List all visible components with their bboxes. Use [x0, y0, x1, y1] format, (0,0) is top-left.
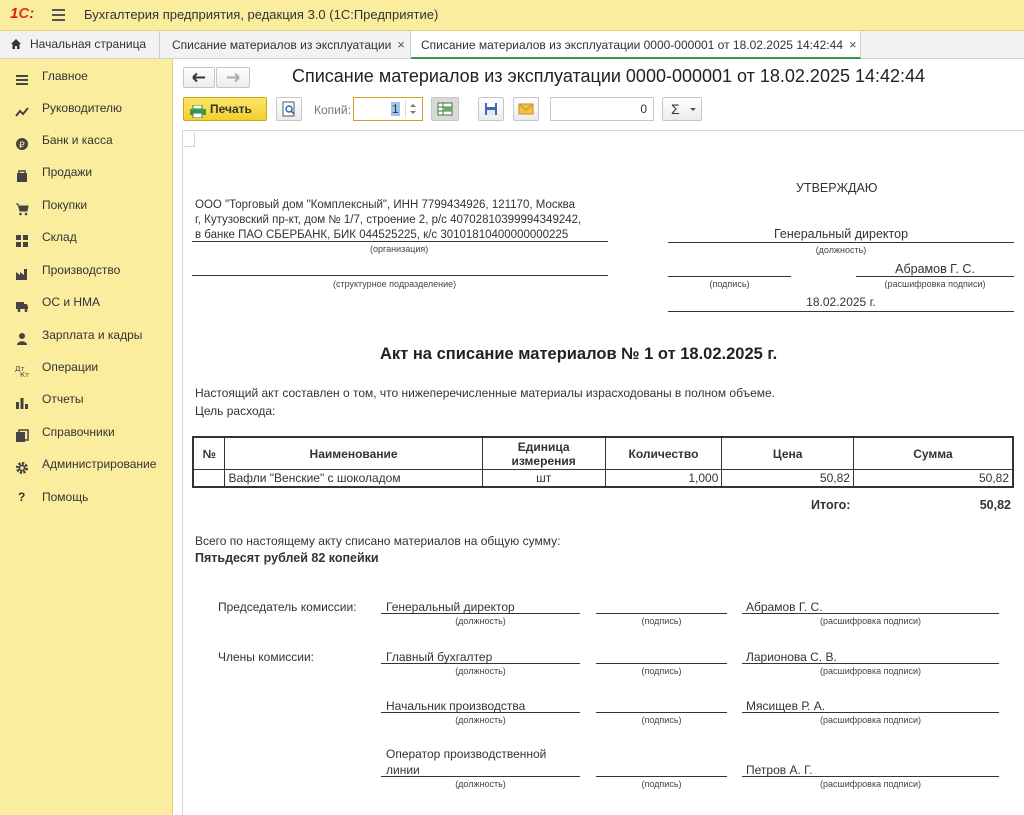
- save-button[interactable]: [478, 97, 504, 121]
- sign-caption: (подпись): [709, 279, 750, 289]
- debit-credit-icon: [15, 360, 29, 378]
- approve-name-underline: [856, 276, 1014, 277]
- chevron-down-icon: [689, 107, 697, 113]
- position-underline: [381, 776, 580, 777]
- approve-name: Абрамов Г. С.: [895, 262, 975, 276]
- commission-position: Оператор производственной: [386, 747, 547, 761]
- act-title: Акт на списание материалов № 1 от 18.02.2025 г.: [380, 345, 778, 363]
- menu-lines-icon: [15, 69, 29, 83]
- col-header-unit: Единица измерения: [482, 437, 605, 470]
- page-title: Списание материалов из эксплуатации 0000-000001 от 18.02.2025 14:42:44: [292, 66, 926, 86]
- commission-name: Мясищев Р. А.: [746, 699, 826, 713]
- gear-icon: [15, 457, 29, 471]
- table-row[interactable]: [193, 470, 1013, 488]
- cell-number: [193, 470, 225, 488]
- cell-sum: 50,82: [853, 470, 1013, 488]
- tab-writeoff-list[interactable]: [160, 31, 411, 58]
- tab-writeoff-doc-label: Списание материалов из эксплуатации 0000-000001 от 18.02.2025 14:42:44: [421, 38, 844, 52]
- tab-home[interactable]: [0, 31, 160, 58]
- sigma-icon: Σ: [671, 101, 680, 117]
- books-icon: [15, 425, 29, 439]
- sign-underline: [596, 776, 727, 777]
- sign-underline: [596, 613, 727, 614]
- decode-caption: (расшифровка подписи): [884, 279, 986, 289]
- name-underline: [742, 776, 999, 777]
- org-line: ООО "Торговый дом "Комплексный", ИНН 7799434926, 121170, Москва: [195, 199, 575, 211]
- sidebar-item-help[interactable]: ? Помощь: [0, 483, 172, 511]
- materials-table: [192, 436, 1014, 488]
- sidebar-item-admin[interactable]: Администрирование: [0, 450, 172, 478]
- sign-caption: (подпись): [641, 666, 682, 676]
- position-underline: [381, 663, 580, 664]
- sidebar-item-operations[interactable]: Дт Кт Операции: [15, 360, 99, 378]
- copies-input[interactable]: [353, 97, 423, 121]
- org-line: в банке ПАО СБЕРБАНК, БИК 044525225, к/с 30101810400000000225: [195, 229, 569, 241]
- approve-date: 18.02.2025 г.: [806, 295, 876, 309]
- copies-label: Копий:: [314, 103, 351, 117]
- col-header-sum: Сумма: [853, 437, 1013, 470]
- close-icon[interactable]: ×: [849, 37, 857, 52]
- org-line: г, Кутузовский пр-кт, дом № 1/7, строение 2, р/с 40702810399994349242,: [195, 214, 582, 226]
- sidebar-item-directories[interactable]: Справочники: [0, 418, 172, 446]
- position-caption: (должность): [455, 666, 506, 676]
- print-button[interactable]: [183, 97, 267, 121]
- total-label: Итого:: [811, 498, 851, 512]
- summary-text: Всего по настоящему акту списано материалов на общую сумму:: [195, 534, 561, 548]
- home-icon: [10, 38, 22, 50]
- name-underline: [742, 613, 999, 614]
- back-button[interactable]: [183, 67, 215, 88]
- sheet-button[interactable]: [431, 97, 459, 121]
- sidebar-item-main[interactable]: Главное: [0, 62, 172, 90]
- magnifier-icon: [277, 98, 301, 120]
- factory-icon: [15, 263, 29, 277]
- floppy-icon: [479, 98, 503, 120]
- sign-caption: (подпись): [641, 779, 682, 789]
- position-caption: (должность): [455, 715, 506, 725]
- organization-details: [195, 198, 581, 243]
- close-icon[interactable]: ×: [397, 37, 405, 52]
- position-caption: (должность): [815, 245, 867, 255]
- approve-heading: УТВЕРЖДАЮ: [796, 181, 878, 195]
- col-header-number: №: [193, 437, 225, 470]
- commission-position: Генеральный директор: [386, 600, 515, 614]
- purpose-label: Цель расхода:: [195, 404, 276, 418]
- decode-caption: (расшифровка подписи): [820, 779, 921, 789]
- col-header-price: Цена: [722, 437, 854, 470]
- org-caption: (организация): [370, 244, 429, 254]
- col-header-quantity: Количество: [605, 437, 722, 470]
- commission-position: линии: [386, 763, 420, 777]
- dept-underline: [192, 275, 608, 276]
- position-underline: [381, 712, 580, 713]
- cell-quantity: 1,000: [605, 470, 722, 488]
- sign-underline: [596, 712, 727, 713]
- sign-underline: [596, 663, 727, 664]
- name-underline: [742, 712, 999, 713]
- approve-position: Генеральный директор: [773, 227, 909, 241]
- position-caption: (должность): [455, 779, 506, 789]
- svg-text:₽: ₽: [19, 141, 25, 151]
- total-value: 50,82: [979, 498, 1011, 512]
- tab-writeoff-list-label: Списание материалов из эксплуатации: [172, 38, 392, 52]
- sidebar-item-warehouse[interactable]: Склад: [0, 223, 172, 251]
- col-header-name: Наименование: [225, 437, 482, 470]
- sidebar-item-sales[interactable]: Продажи: [0, 158, 172, 186]
- svg-text:Дт: Дт: [15, 365, 25, 373]
- sign-caption: (подпись): [641, 616, 682, 626]
- bar-chart-icon: [15, 392, 29, 406]
- commission-position: Начальник производства: [386, 699, 526, 713]
- org-underline: [192, 241, 608, 242]
- print-label: Печать: [210, 102, 252, 116]
- tab-writeoff-doc[interactable]: [411, 31, 861, 59]
- truck-icon: [15, 295, 29, 309]
- sidebar-item-production[interactable]: Производство: [0, 256, 172, 284]
- copies-value: 1: [392, 102, 399, 116]
- sidebar-item-reports[interactable]: Отчеты: [0, 385, 172, 413]
- approve-position-underline: [668, 242, 1014, 243]
- decode-caption: (расшифровка подписи): [820, 666, 921, 676]
- sign-caption: (подпись): [641, 715, 682, 725]
- sidebar-item-assets[interactable]: ОС и НМА: [0, 288, 172, 316]
- person-icon: [15, 328, 29, 342]
- decode-caption: (расшифровка подписи): [820, 715, 921, 725]
- chairman-label: Председатель комиссии:: [218, 600, 357, 614]
- commission-name: Абрамов Г. С.: [746, 600, 823, 614]
- commission-position: Главный бухгалтер: [386, 650, 493, 664]
- commission-name: Ларионова С. В.: [746, 650, 837, 664]
- app-title: Бухгалтерия предприятия, редакция 3.0 (1С:Предприятие): [84, 7, 439, 22]
- decode-caption: (расшифровка подписи): [820, 616, 921, 626]
- cell-unit: шт: [482, 470, 605, 488]
- name-underline: [742, 663, 999, 664]
- sidebar-item-purchases[interactable]: Покупки: [0, 191, 172, 219]
- forward-button[interactable]: [216, 67, 250, 88]
- preview-button[interactable]: [276, 97, 302, 121]
- dept-caption: (структурное подразделение): [333, 279, 457, 289]
- title-bar: [0, 0, 1024, 31]
- menu-icon[interactable]: [52, 9, 65, 20]
- 1c-logo[interactable]: 1С:: [10, 5, 35, 22]
- spreadsheet-icon: [432, 98, 458, 120]
- sum-mode-dropdown[interactable]: [662, 97, 702, 121]
- arrow-right-icon: [217, 68, 249, 87]
- commission-name: Петров А. Г.: [746, 763, 813, 777]
- cart-icon: [15, 198, 29, 212]
- tab-home-label: Начальная страница: [30, 37, 147, 51]
- selection-sum-field[interactable]: 0: [550, 97, 654, 121]
- question-icon: ?: [18, 490, 26, 504]
- sidebar-item-bank[interactable]: ₽ Банк и касса: [0, 126, 172, 154]
- sidebar: [0, 59, 173, 815]
- envelope-icon: [514, 98, 538, 120]
- sidebar-item-salary[interactable]: Зарплата и кадры: [0, 321, 172, 349]
- ruble-coin-icon: [15, 133, 29, 151]
- grid-icon: [15, 230, 29, 244]
- table-header-row: [193, 437, 1013, 470]
- cell-name: Вафли "Венские" с шоколадом: [225, 470, 482, 488]
- position-underline: [381, 613, 580, 614]
- svg-text:Кт: Кт: [20, 371, 29, 378]
- approve-date-underline: [668, 311, 1014, 312]
- send-email-button[interactable]: [513, 97, 539, 121]
- sheet-corner: [184, 132, 195, 147]
- approve-sign-underline: [668, 276, 791, 277]
- bag-icon: [15, 165, 29, 179]
- summary-in-words: Пятьдесят рублей 82 копейки: [195, 551, 379, 565]
- spin-arrows-icon[interactable]: [405, 100, 420, 118]
- cell-price: 50,82: [722, 470, 854, 488]
- position-caption: (должность): [455, 616, 506, 626]
- act-intro: Настоящий акт составлен о том, что нижеперечисленные материалы израсходованы в полном объеме.: [195, 386, 776, 400]
- sidebar-item-manager[interactable]: Руководителю: [0, 94, 172, 122]
- members-label: Члены комиссии:: [218, 650, 315, 664]
- trend-icon: [15, 101, 29, 115]
- tab-bar: [0, 31, 1024, 59]
- printer-icon: [190, 103, 206, 125]
- arrow-left-icon: [184, 68, 214, 87]
